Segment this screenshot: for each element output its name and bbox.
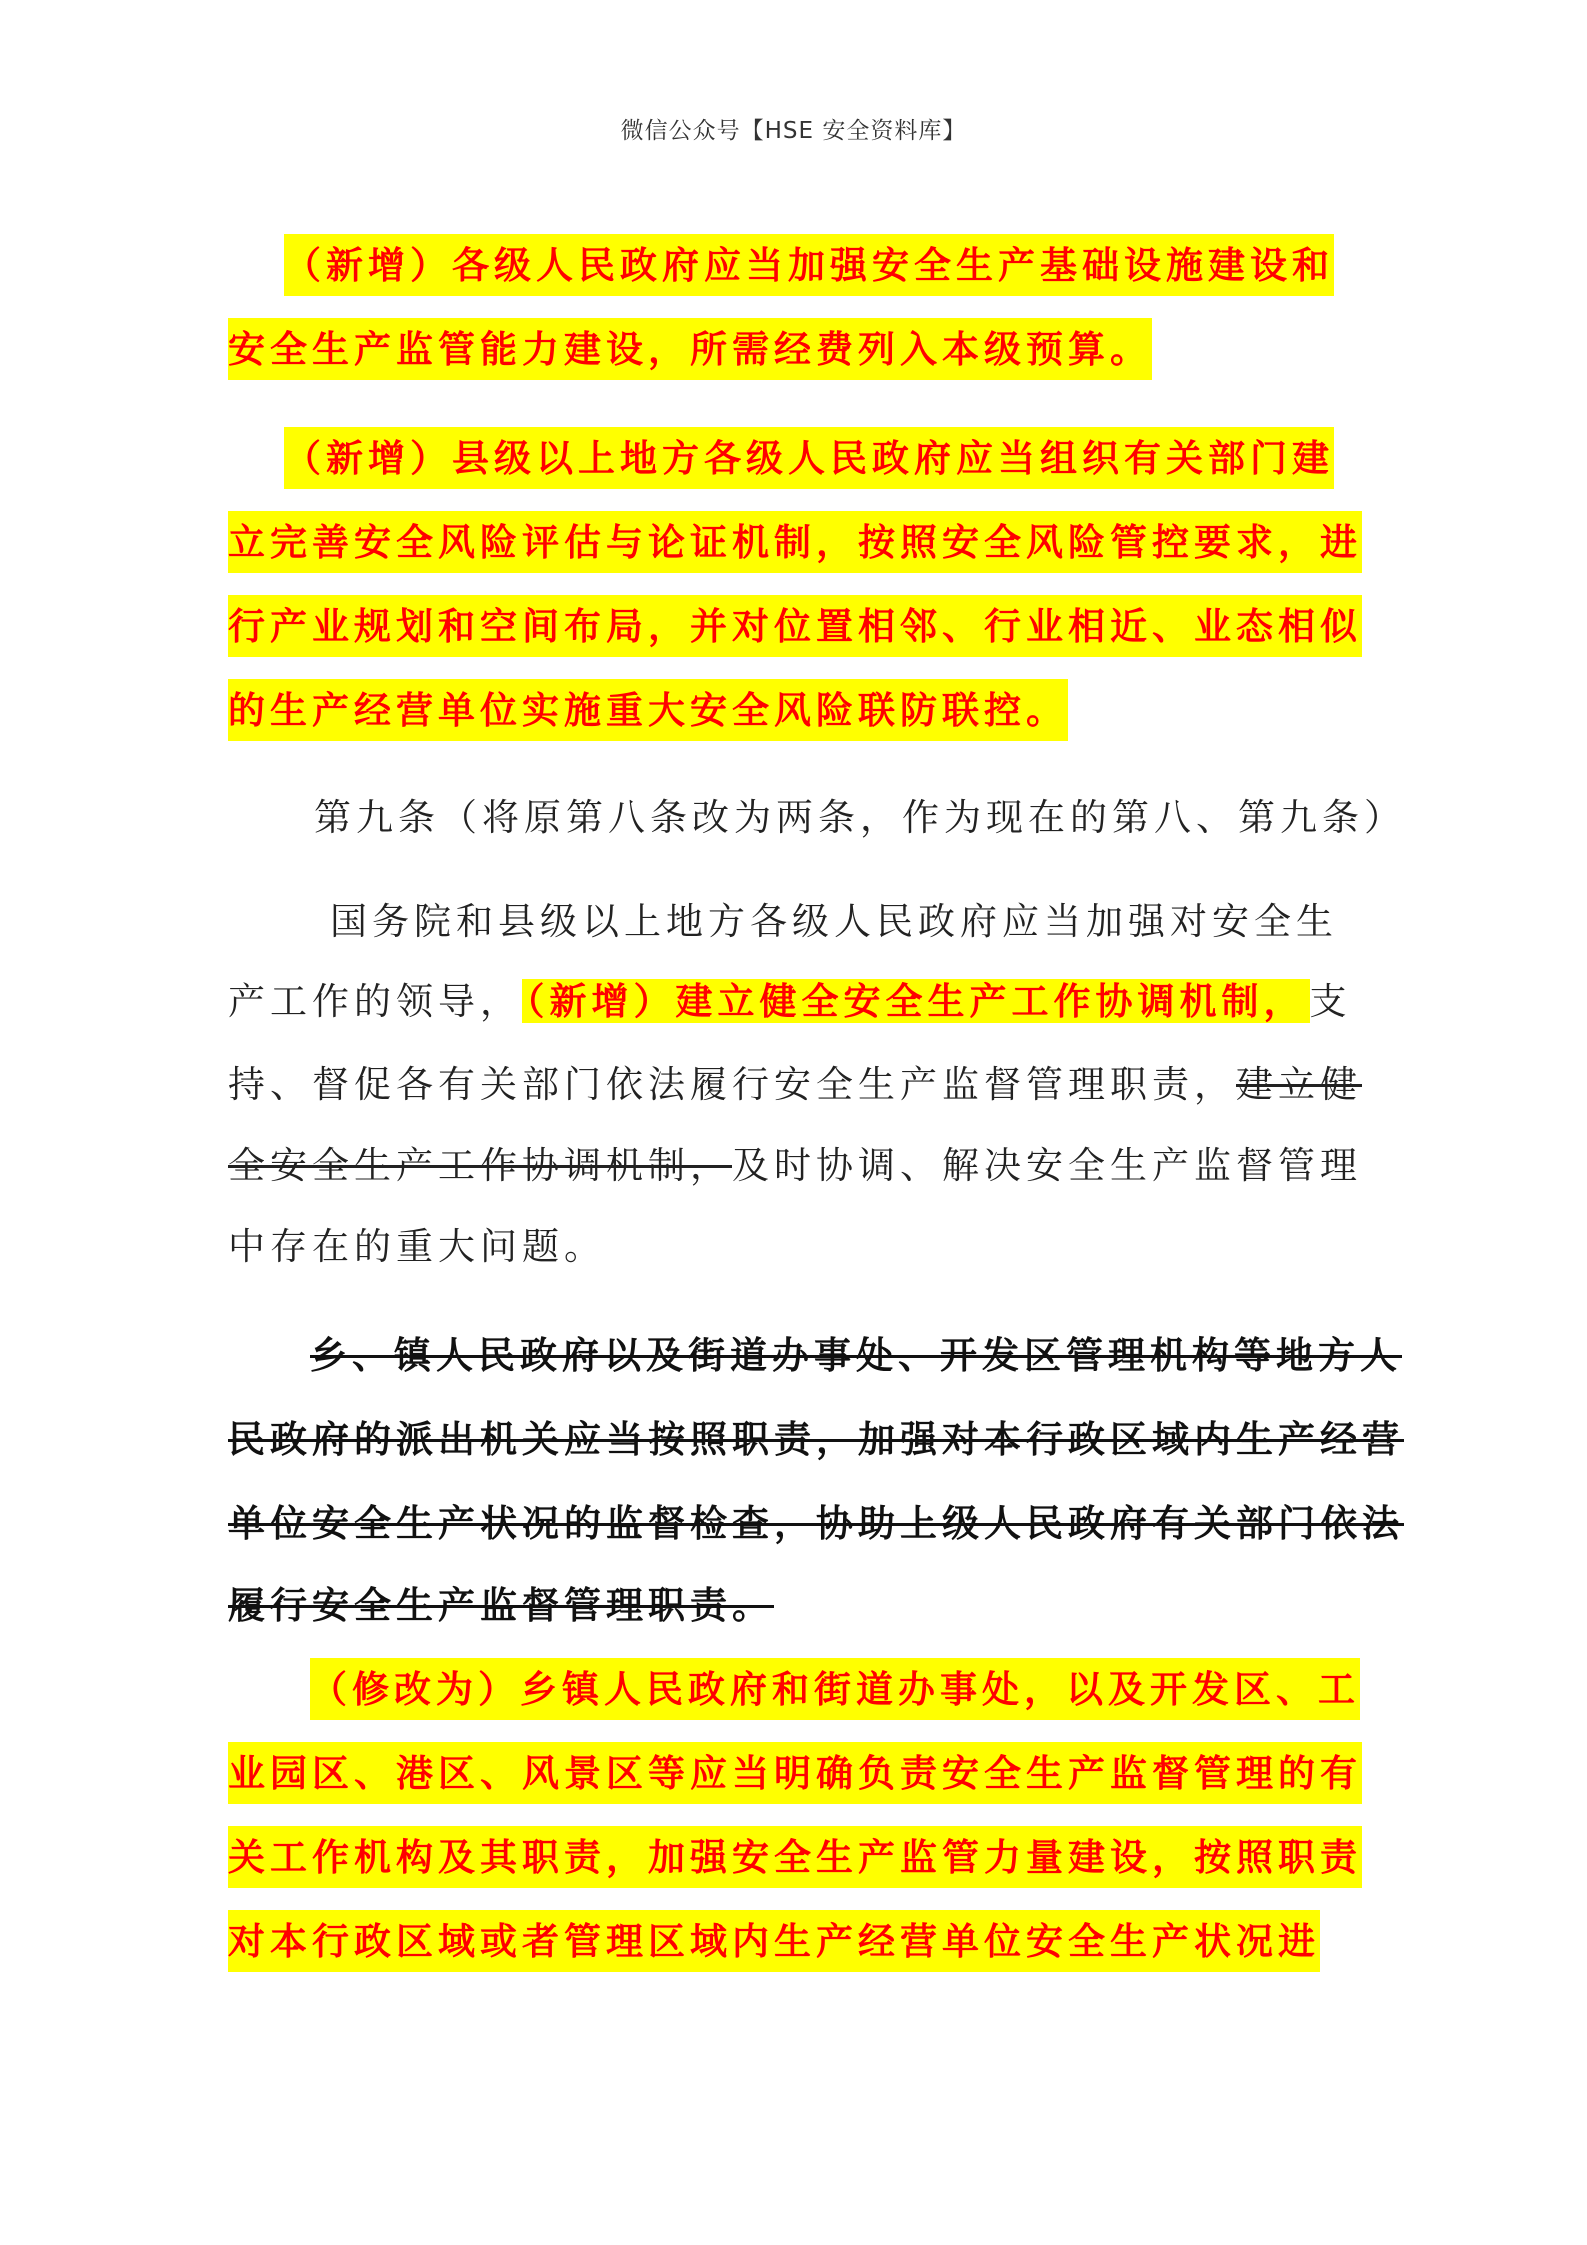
article-heading: 第九条（将原第八条改为两条，作为现在的第八、第九条） xyxy=(314,796,1406,839)
text-line xyxy=(228,1054,1362,1116)
page-header: 微信公众号【HSE 安全资料库】 xyxy=(620,118,967,144)
text-line: 民政府的派出机关应当按照职责，加强对本行政区域内生产经营 xyxy=(228,1417,1404,1461)
deleted-inline-text: 建立健 xyxy=(1236,1063,1362,1106)
text-segment: 支 xyxy=(1309,980,1352,1023)
text-line: （新增）各级人民政府应当加强安全生产基础设施建设和 xyxy=(284,234,1334,296)
added-inline-text: （新增）建立健全安全生产工作协调机制， xyxy=(522,979,1310,1023)
text-line: 对本行政区域或者管理区域内生产经营单位安全生产状况进 xyxy=(228,1910,1320,1972)
text-line: 单位安全生产状况的监督检查，协助上级人民政府有关部门依法 xyxy=(228,1501,1404,1545)
deleted-inline-text: 全安全生产工作协调机制， xyxy=(228,1144,732,1187)
text-line: 立完善安全风险评估与论证机制，按照安全风险管控要求，进 xyxy=(228,511,1362,573)
text-segment: 持、督促各有关部门依法履行安全生产监督管理职责， xyxy=(228,1063,1236,1106)
text-line: （新增）县级以上地方各级人民政府应当组织有关部门建 xyxy=(284,427,1334,489)
text-line: 业园区、港区、风景区等应当明确负责安全生产监督管理的有 xyxy=(228,1742,1362,1804)
text-line: 中存在的重大问题。 xyxy=(228,1225,606,1268)
text-line: 行产业规划和空间布局，并对位置相邻、行业相近、业态相似 xyxy=(228,595,1362,657)
text-segment: 及时协调、解决安全生产监督管理 xyxy=(732,1144,1362,1187)
text-segment: 产工作的领导， xyxy=(228,980,522,1023)
text-line: （修改为）乡镇人民政府和街道办事处，以及开发区、工 xyxy=(310,1658,1360,1720)
text-line: 乡、镇人民政府以及街道办事处、开发区管理机构等地方人 xyxy=(310,1333,1402,1377)
text-line xyxy=(228,970,1352,1032)
text-line: 国务院和县级以上地方各级人民政府应当加强对安全生 xyxy=(330,900,1338,943)
text-line xyxy=(228,1135,1362,1197)
text-line: 关工作机构及其职责，加强安全生产监管力量建设，按照职责 xyxy=(228,1826,1362,1888)
text-line: 安全生产监管能力建设，所需经费列入本级预算。 xyxy=(228,318,1152,380)
text-line: 履行安全生产监督管理职责。 xyxy=(228,1583,774,1627)
text-line: 的生产经营单位实施重大安全风险联防联控。 xyxy=(228,679,1068,741)
